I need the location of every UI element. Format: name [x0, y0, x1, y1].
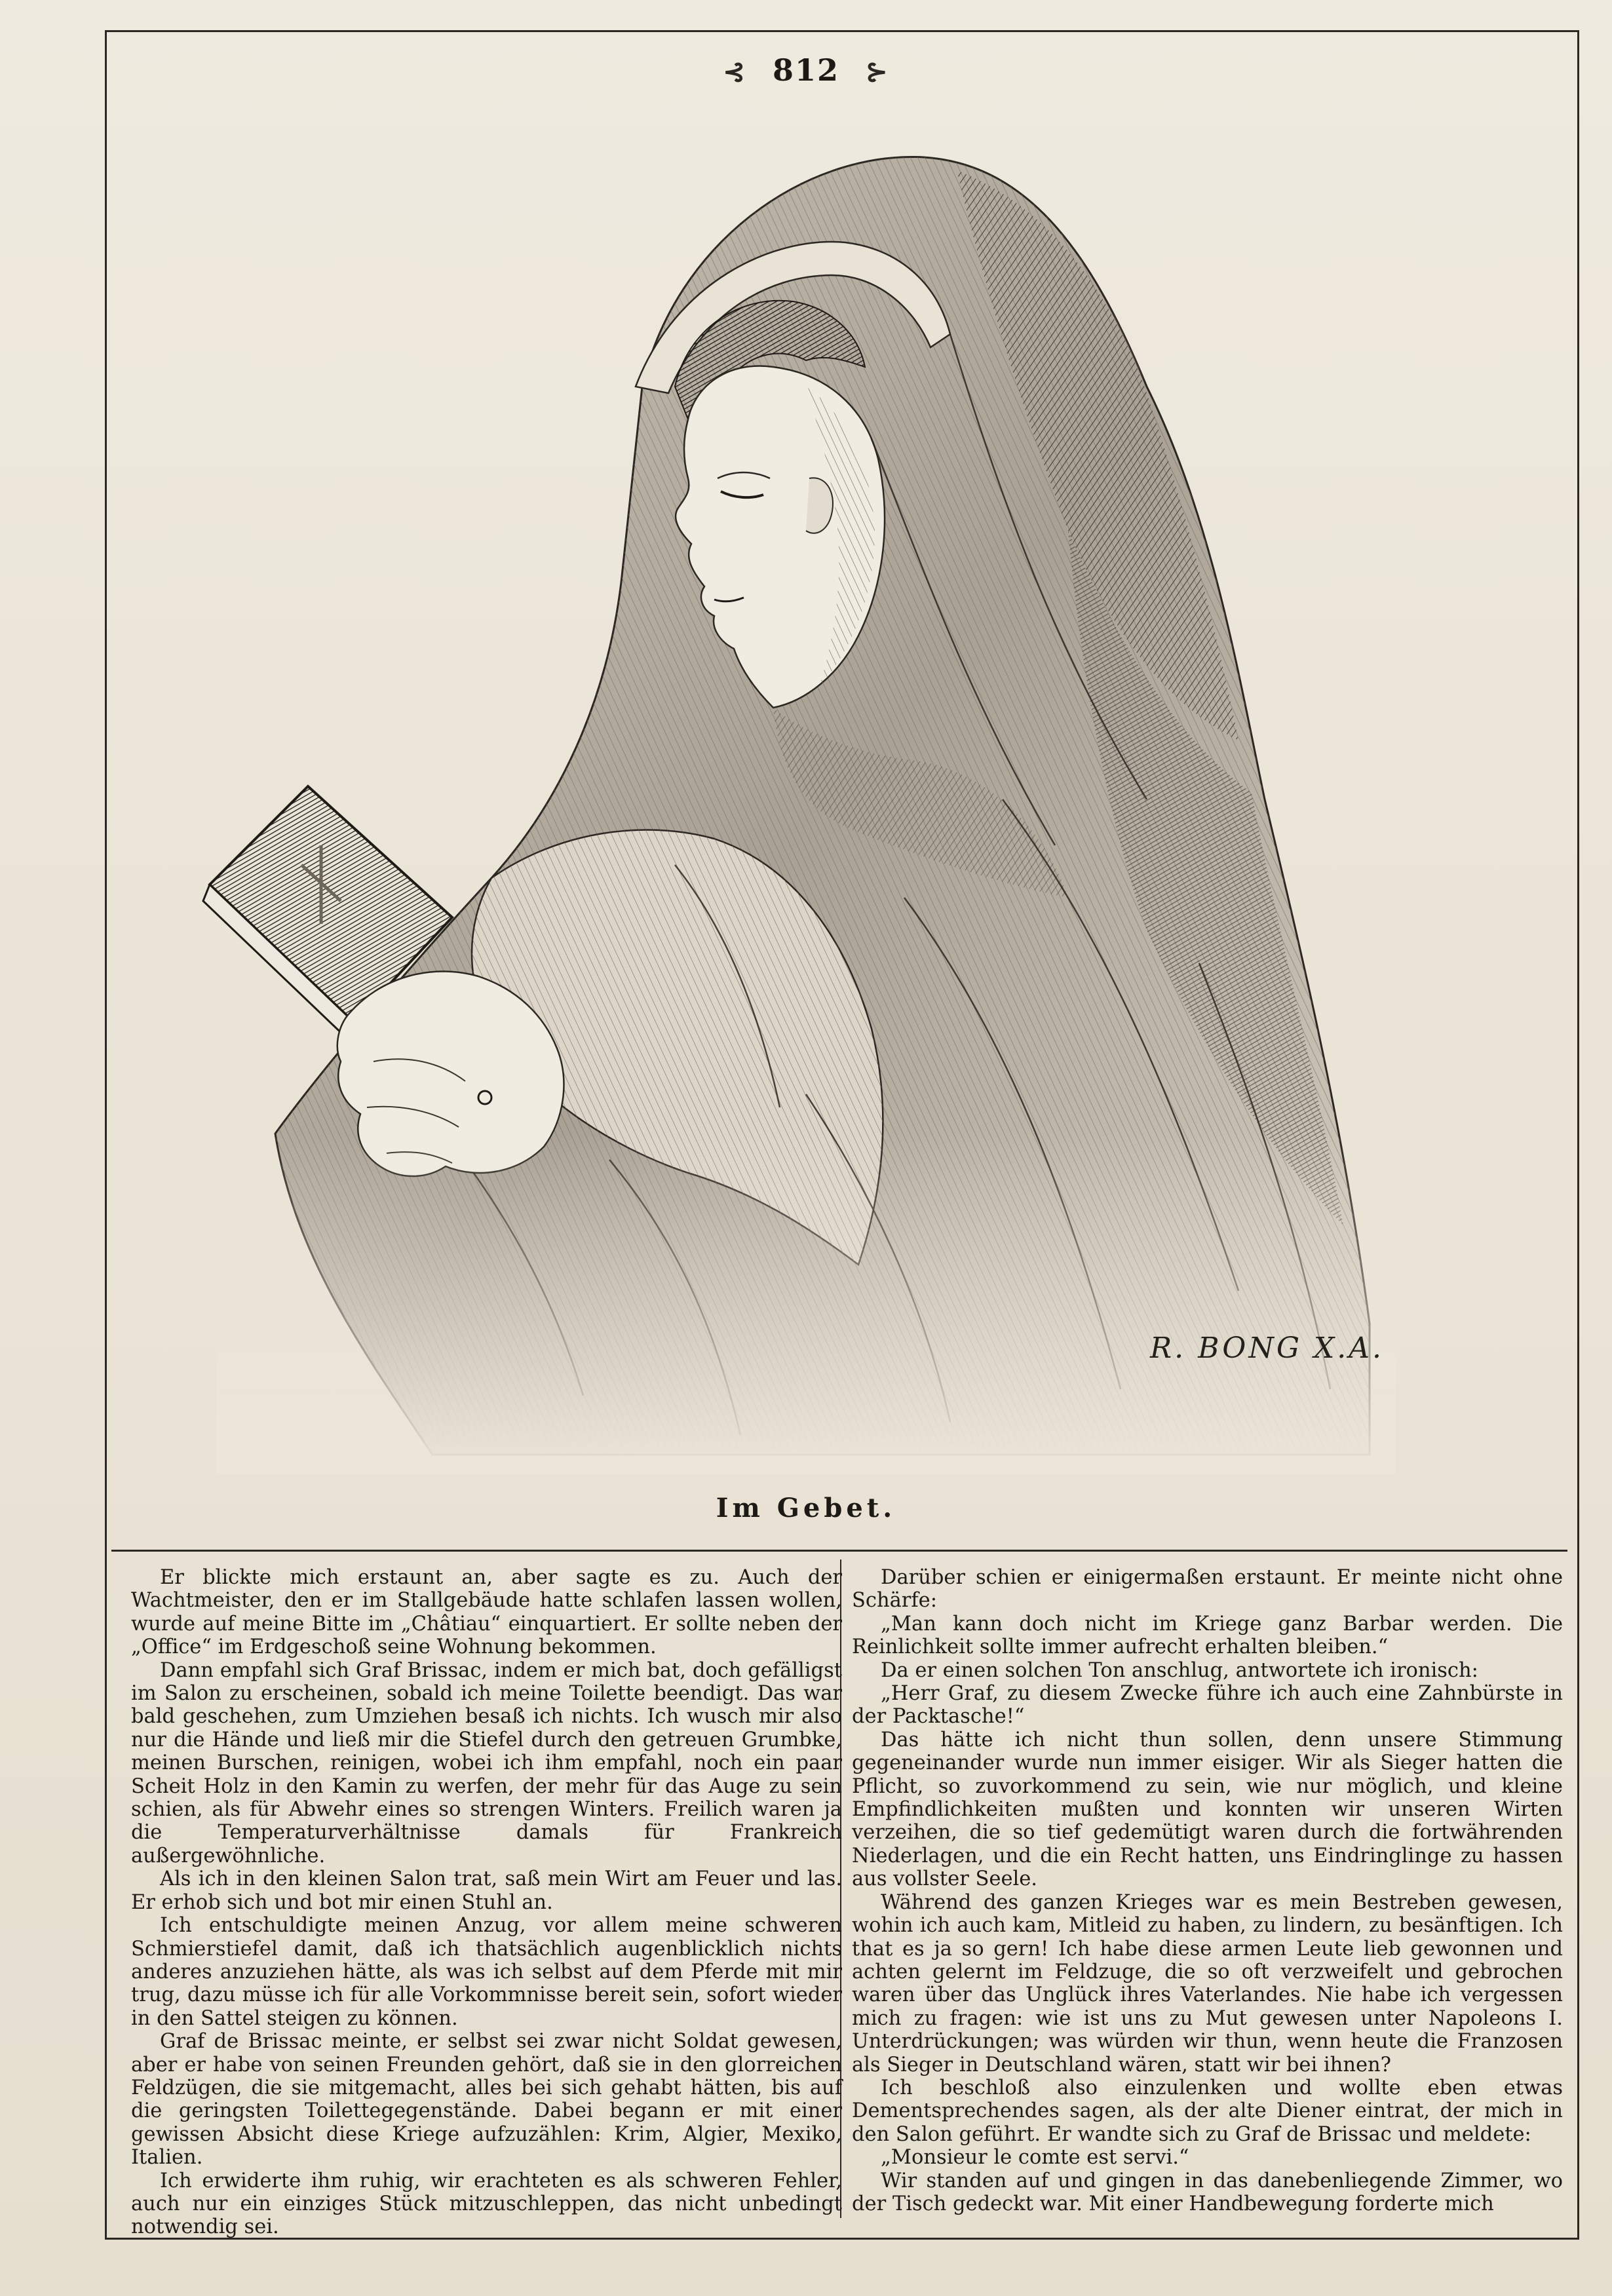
- paragraph: Ich beschloß also einzulenken und wollte eben etwas Dementsprechendes sagen, als der alte Diener eintrat, der mich in den Salon geführt. Er wandte sich zu Graf de Brissac und meldete:: [852, 2076, 1563, 2146]
- praying-woman-illustration: [216, 111, 1396, 1474]
- paragraph: Dann empfahl sich Graf Brissac, indem er mich bat, doch gefälligst im Salon zu erscheinen, sobald ich meine Toilette beendigt. Das war bald geschehen, zum Umziehen besaß ich nichts. Ich wusch mir also nur die Hände und ließ mir die Stiefel durch den getreuen Grumbke, meinen Burschen, reinigen, wobei ich ihm empfahl, noch ein paar Scheit Holz in den Kamin zu werfen, der mehr für das Auge zu sein schien, als für Abwehr eines so strengen Winters. Freilich waren ja die Temperaturverhältnisse damals für Frankreich außergewöhnliche.: [131, 1658, 842, 1867]
- paragraph: „Herr Graf, zu diesem Zwecke führe ich auch eine Zahnbürste in der Packtasche!“: [852, 1682, 1563, 1729]
- paragraph: Er blickte mich erstaunt an, aber sagte es zu. Auch der Wachtmeister, den er im Stallgebäude hatte schlafen lassen wollen, wurde auf meine Bitte im „Châtiau“ einquartiert. Er sollte neben der „Office“ im Erdgeschoß seine Wohnung bekommen.: [131, 1566, 842, 1659]
- paragraph: „Man kann doch nicht im Kriege ganz Barbar werden. Die Reinlichkeit sollte immer aufrecht erhalten bleiben.“: [852, 1612, 1563, 1659]
- artist-signature: R. BONG X.A.: [1150, 1331, 1385, 1365]
- paragraph: Als ich in den kleinen Salon trat, saß mein Wirt am Feuer und las. Er erhob sich und bot mir einen Stuhl an.: [131, 1867, 842, 1914]
- paragraph: Wir standen auf und gingen in das danebenliegende Zimmer, wo der Tisch gedeckt war. Mit einer Handbewegung forderte mich: [852, 2169, 1563, 2215]
- ornament-left-icon: ⊰: [723, 56, 746, 87]
- paragraph: Darüber schien er einigermaßen erstaunt. Er meinte nicht ohne Schärfe:: [852, 1566, 1563, 1613]
- page-number-header: [0, 52, 1612, 88]
- paragraph: Ich erwiderte ihm ruhig, wir erachteten es als schweren Fehler, auch nur ein einziges Stück mitzuschleppen, das nicht unbedingt notwendig sei.: [131, 2169, 842, 2239]
- paragraph: „Monsieur le comte est servi.“: [881, 2146, 1189, 2170]
- illustration-caption: Im Gebet.: [716, 1493, 896, 1523]
- paragraph: Da er einen solchen Ton anschlug, antwortete ich ironisch:: [881, 1658, 1478, 1682]
- text-column-right: [852, 1566, 1563, 2215]
- horizontal-rule: [111, 1550, 1567, 1552]
- ornament-right-icon: ⊱: [866, 56, 889, 87]
- paragraph: Ich entschuldigte meinen Anzug, vor allem meine schweren Schmierstiefel damit, daß ich thatsächlich augenblicklich nichts anderes anzuziehen hätte, als was ich selbst auf dem Pferde mit mir trug, dazu müsse ich für alle Vorkommnisse bereit sein, sofort wieder in den Sattel steigen zu können.: [131, 1914, 842, 2030]
- paragraph: Graf de Brissac meinte, er selbst sei zwar nicht Soldat gewesen, aber er habe von seinen Freunden gehört, daß sie in den glorreichen Feldzügen, die sie mitgemacht, alles bei sich gehabt hätten, bis auf die geringsten Toilettegegenstände. Dabei begann er mit einer gewissen Absicht diese Kriege aufzuzählen: Krim, Algier, Mexiko, Italien.: [131, 2030, 842, 2170]
- page-number: 812: [772, 52, 840, 88]
- paragraph: Während des ganzen Krieges war es mein Bestreben gewesen, wohin ich auch kam, Mitleid zu haben, zu lindern, zu besänftigen. Ich that es ja so gern! Ich habe diese armen Leute lieb gewonnen und achten gelernt im Feldzuge, die so oft verzweifelt und gebrochen waren über das Unglück ihres Vaterlandes. Nie habe ich vergessen mich zu fragen: wie ist uns zu Mut gewesen unter Napoleons I. Unterdrückungen; was würden wir thun, wenn heute die Franzosen als Sieger in Deutschland wären, statt wir bei ihnen?: [852, 1890, 1563, 2076]
- text-column-left: [131, 1566, 842, 2239]
- paragraph: Das hätte ich nicht thun sollen, denn unsere Stimmung gegeneinander wurde nun immer eisiger. Wir als Sieger hatten die Pflicht, so zuvorkommend zu sein, wie nur möglich, und kleine Empfindlichkeiten mußten und konnten wir unseren Wirten verzeihen, die so tief gedemütigt waren durch die fortwährenden Niederlagen, und die ein Recht hatten, uns Eindringlinge zu hassen aus vollster Seele.: [852, 1728, 1563, 1891]
